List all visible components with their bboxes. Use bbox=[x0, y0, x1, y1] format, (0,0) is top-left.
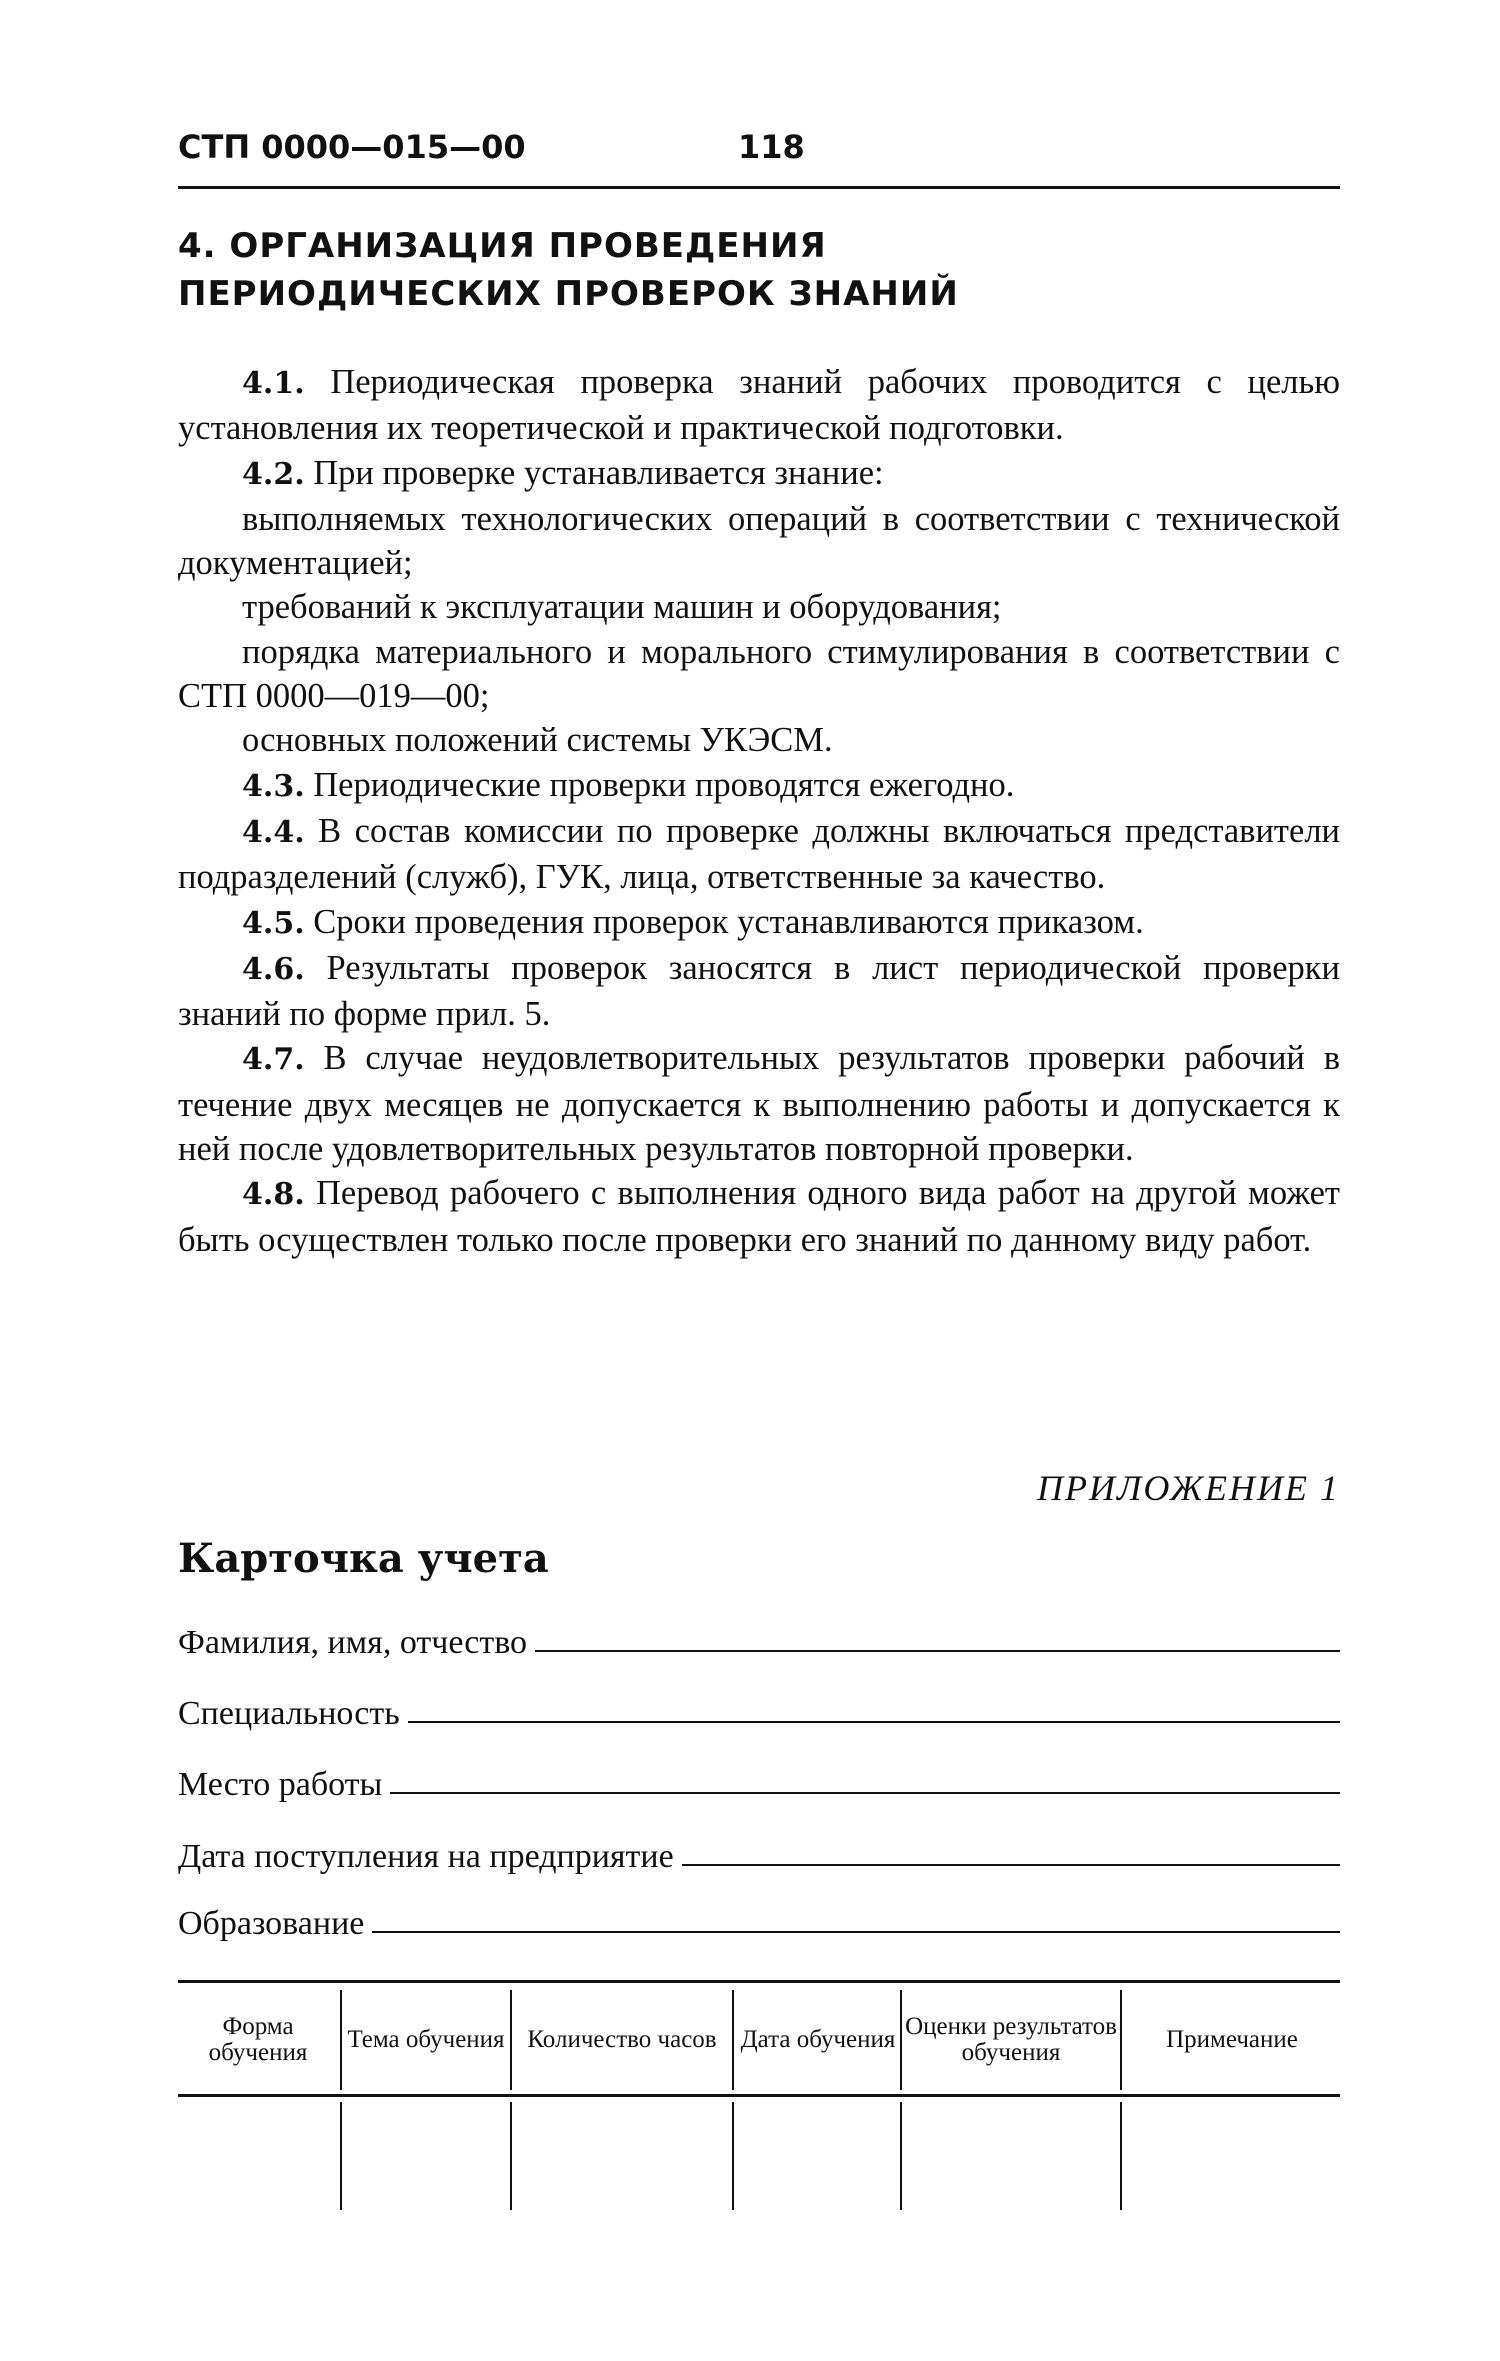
column-divider bbox=[900, 2102, 902, 2210]
column-header-date: Дата обучения bbox=[740, 2026, 896, 2053]
paragraph-text: Периодическая проверка знаний рабочих проводится с целью установления их теоретической и практической подготовки. bbox=[178, 363, 1341, 448]
field-label: Специальность bbox=[178, 1695, 400, 1732]
list-item-text: требований к эксплуатации машин и оборудования; bbox=[242, 588, 1002, 627]
column-divider bbox=[510, 1990, 512, 2090]
column-divider bbox=[1120, 2102, 1122, 2210]
list-item bbox=[178, 497, 1340, 586]
list-item-text: основных положений системы УКЭСМ. bbox=[242, 721, 833, 760]
paragraph-text: Результаты проверок заносятся в лист периодической проверки знаний по форме прил. 5. bbox=[178, 948, 1341, 1034]
paragraph-4-2 bbox=[178, 451, 1340, 497]
page-number: 118 bbox=[738, 128, 805, 166]
paragraph-number: 4.2. bbox=[242, 456, 305, 492]
paragraph-text: В состав комиссии по проверке должны включаться представители подразделений (служб), ГУК, лица, ответственные за качество. bbox=[178, 811, 1340, 897]
table-header-rule bbox=[178, 2094, 1340, 2097]
paragraph-text: При проверке устанавливается знание: bbox=[313, 453, 884, 492]
column-divider bbox=[1120, 1990, 1122, 2090]
table-top-rule bbox=[178, 1980, 1340, 1983]
section-title bbox=[178, 222, 1338, 318]
column-divider bbox=[732, 2102, 734, 2210]
column-divider bbox=[340, 1990, 342, 2090]
field-specialty bbox=[178, 1683, 1340, 1733]
field-workplace bbox=[178, 1754, 1340, 1804]
section-title-line-2: ПЕРИОДИЧЕСКИХ ПРОВЕРОК ЗНАНИЙ bbox=[178, 274, 959, 314]
paragraph-text: Перевод рабочего с выполнения одного вида работ на другой может быть осуществлен только после проверки его знаний по данному виду работ. bbox=[178, 1174, 1341, 1259]
paragraph-number: 4.5. bbox=[242, 905, 305, 941]
paragraph-text: В случае неудовлетворительных результатов проверки рабочий в течение двух месяцев не допускается к выполнению работы и допускается к ней после удовлетворительных результатов повторной проверки. bbox=[178, 1039, 1341, 1169]
paragraph-number: 4.3. bbox=[242, 768, 305, 804]
field-education bbox=[178, 1893, 1340, 1943]
column-divider bbox=[340, 2102, 342, 2210]
appendix-label: ПРИЛОЖЕНИЕ 1 bbox=[1037, 1468, 1340, 1508]
paragraph-4-1 bbox=[178, 360, 1340, 451]
paragraph-4-4 bbox=[178, 809, 1340, 900]
header-divider bbox=[178, 186, 1340, 189]
paragraph-number: 4.1. bbox=[242, 366, 305, 401]
paragraph-text: Сроки проведения проверок устанавливаются приказом. bbox=[313, 902, 1144, 941]
column-divider bbox=[732, 1990, 734, 2090]
list-item-text: выполняемых технологических операций в соответствии с технической документацией; bbox=[178, 499, 1340, 583]
fill-in-line bbox=[535, 1650, 1340, 1652]
list-item bbox=[178, 718, 1340, 762]
field-label: Фамилия, имя, отчество bbox=[178, 1624, 528, 1661]
paragraph-4-3 bbox=[178, 763, 1340, 809]
card-title: Карточка учета bbox=[178, 1535, 549, 1582]
field-label: Дата поступления на предприятие bbox=[178, 1838, 674, 1875]
column-divider bbox=[510, 2102, 512, 2210]
fill-in-line bbox=[390, 1792, 1340, 1794]
field-label: Место работы bbox=[178, 1766, 383, 1803]
paragraph-number: 4.4. bbox=[242, 814, 305, 850]
column-header-topic: Тема обучения bbox=[347, 2026, 505, 2053]
column-header-form: Форма обучения bbox=[208, 2013, 308, 2066]
field-hire-date bbox=[178, 1826, 1340, 1876]
section-body bbox=[178, 360, 1340, 1262]
paragraph-text: Периодические проверки проводятся ежегодно. bbox=[313, 765, 1015, 804]
paragraph-number: 4.7. bbox=[242, 1042, 305, 1078]
list-item bbox=[178, 585, 1340, 629]
paragraph-number: 4.6. bbox=[242, 951, 305, 987]
paragraph-number: 4.8. bbox=[242, 1177, 305, 1213]
field-full-name bbox=[178, 1612, 1340, 1662]
column-header-assessment: Оценки результатов обучения bbox=[905, 2013, 1117, 2066]
paragraph-4-5 bbox=[178, 900, 1340, 946]
list-item bbox=[178, 630, 1340, 719]
fill-in-line bbox=[372, 1931, 1340, 1933]
section-title-line-1: 4. ОРГАНИЗАЦИЯ ПРОВЕДЕНИЯ bbox=[178, 226, 827, 266]
field-label: Образование bbox=[178, 1905, 365, 1942]
fill-in-line bbox=[682, 1864, 1340, 1866]
document-code: СТП 0000—015—00 bbox=[178, 128, 526, 166]
paragraph-4-7 bbox=[178, 1036, 1340, 1171]
fill-in-line bbox=[408, 1721, 1340, 1723]
column-divider bbox=[900, 1990, 902, 2090]
paragraph-4-8 bbox=[178, 1171, 1340, 1262]
paragraph-4-6 bbox=[178, 946, 1340, 1037]
column-header-hours: Количество часов bbox=[527, 2026, 717, 2053]
page-header bbox=[178, 128, 1338, 178]
list-item-text: порядка материального и морального стимулирования в соответствии с СТП 0000—019—00; bbox=[178, 632, 1340, 716]
column-header-notes: Примечание bbox=[1166, 2026, 1298, 2053]
